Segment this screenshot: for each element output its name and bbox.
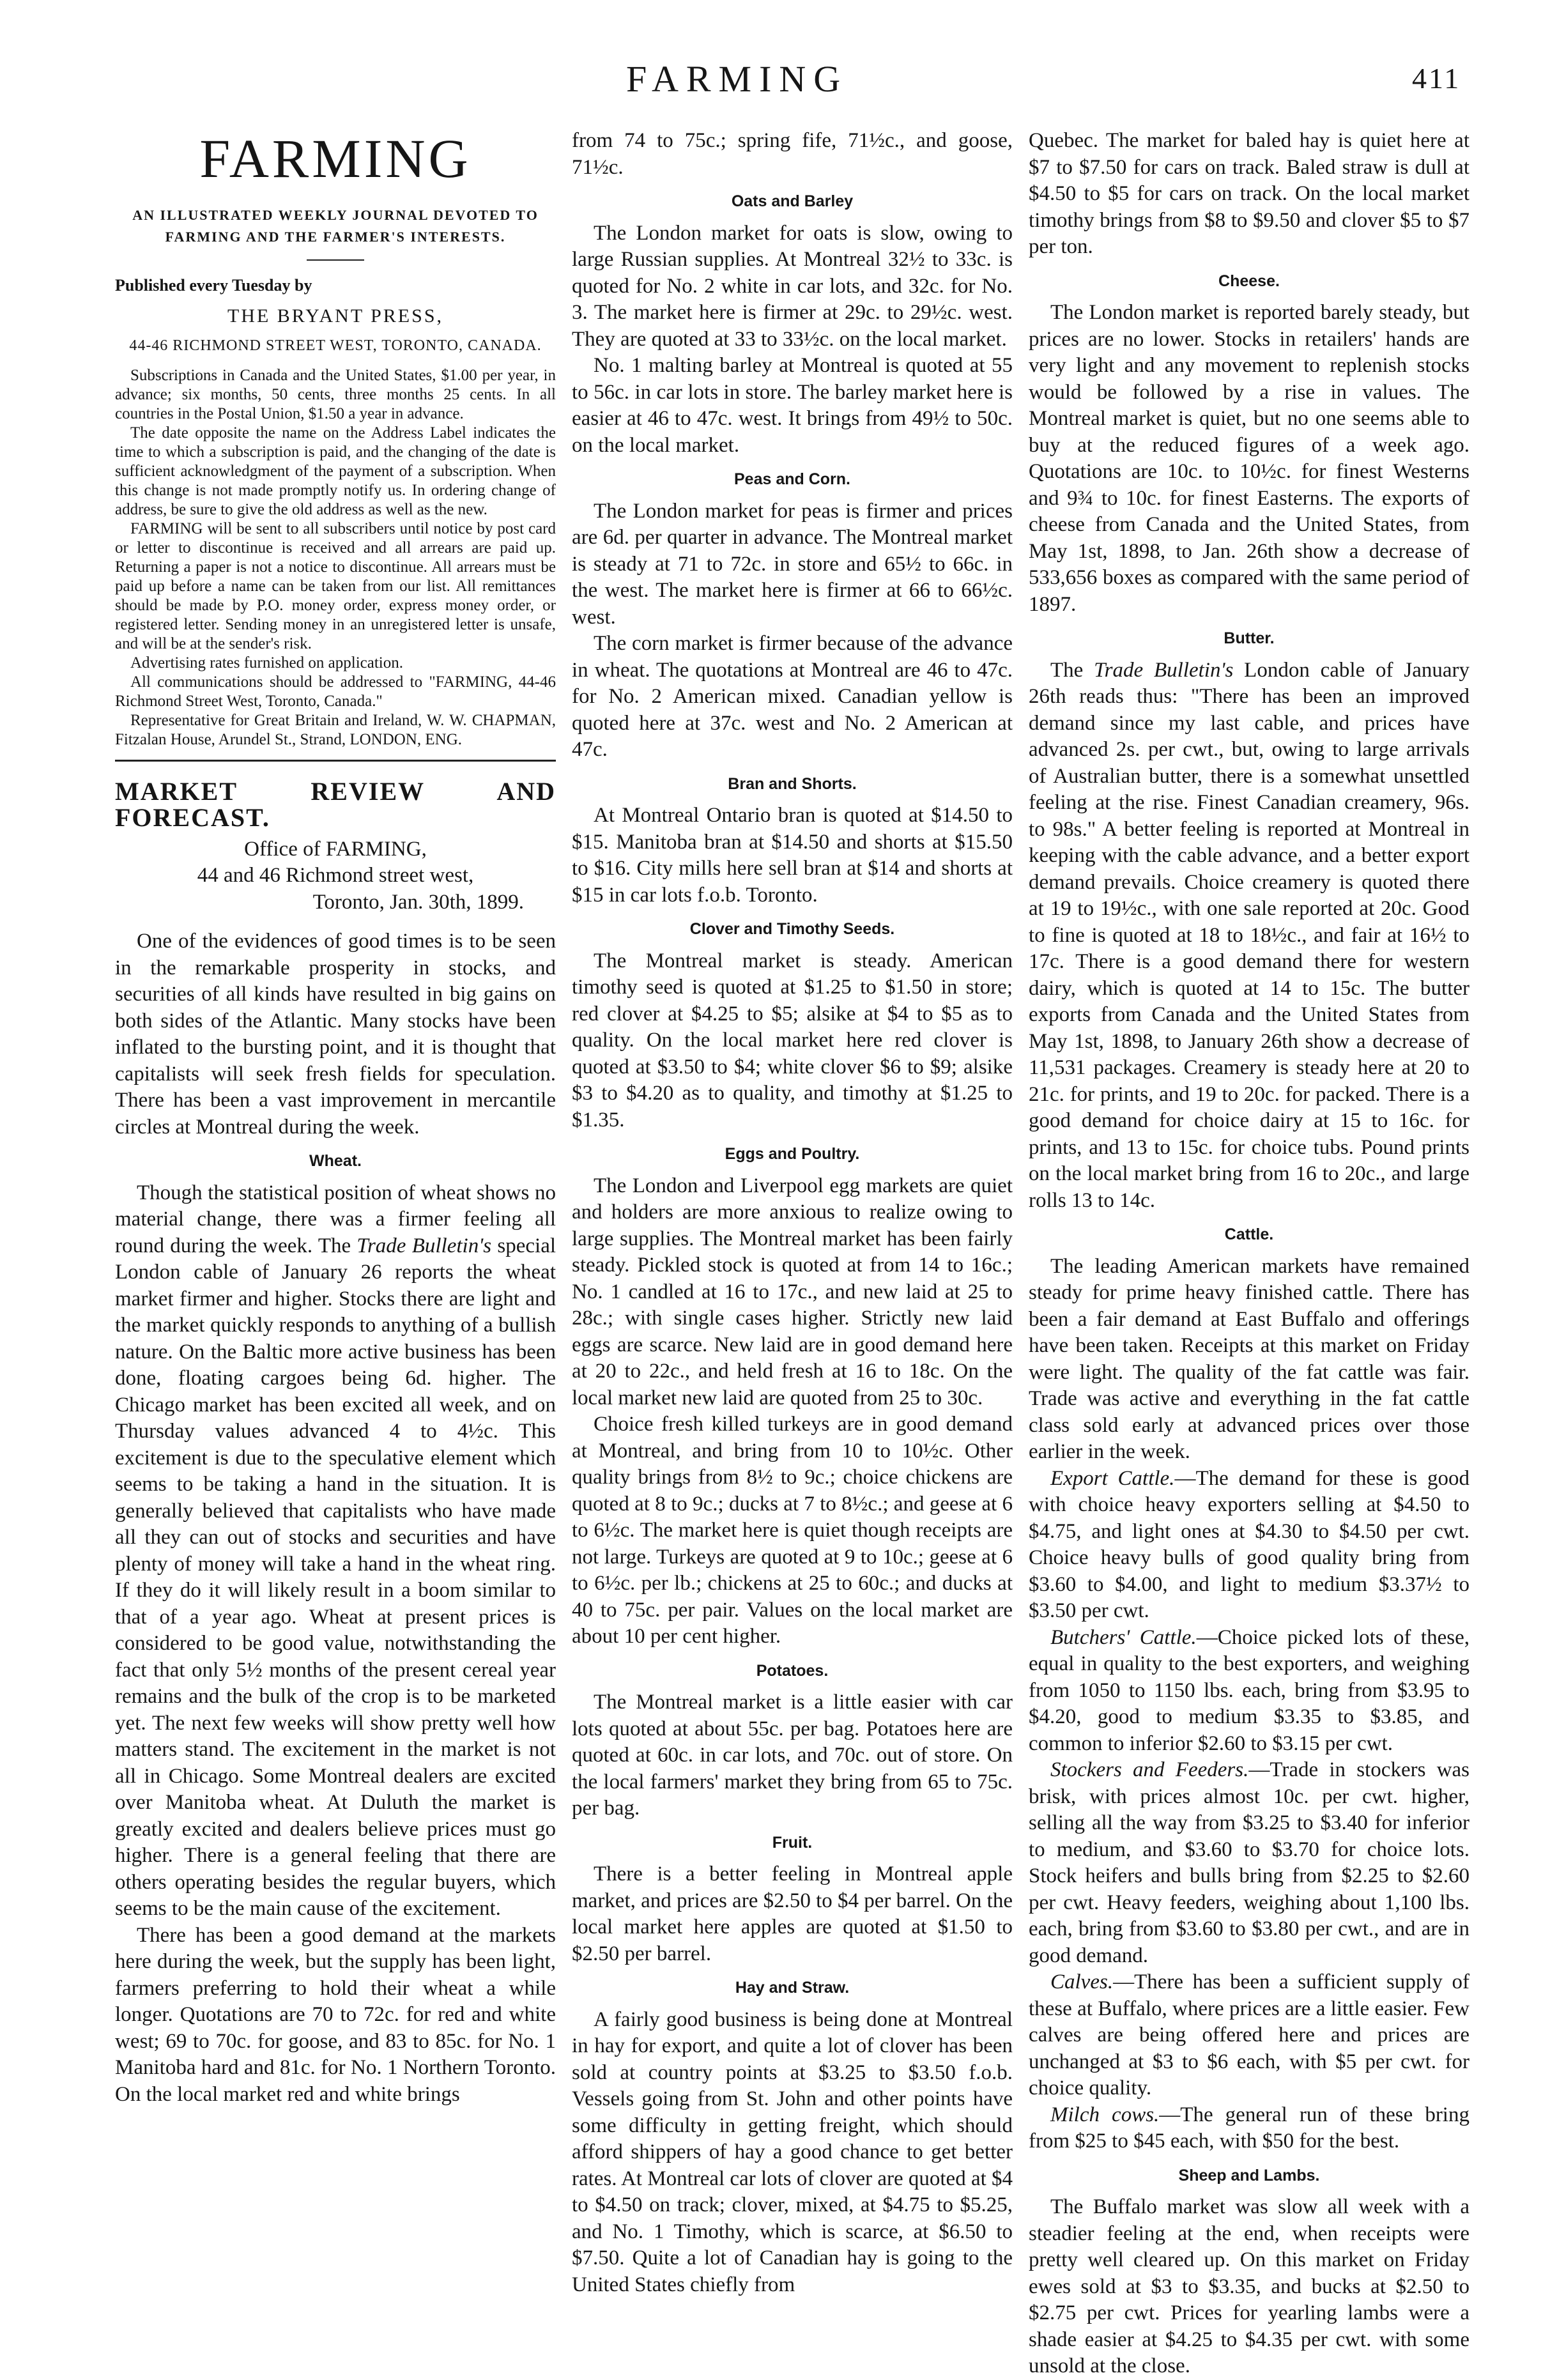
stockers-feeders-paragraph: Stockers and Feeders.—Trade in stockers was brisk, with prices almost 10c. per cwt. higher, selling all the way from $3.25 to $3.40 for inferior to medium, and $3.60 to $3.70 for choice lots. Stock heifers and bulls bring from $2.25 to $2.60 per cwt. Heavy feeders, weighing about 1,100 lbs. each, bring from $3.60 to $3.80 per cwt., and are in good demand. [1029,1758,1470,1967]
export-cattle-paragraph: Export Cattle.—The demand for these is good with choice heavy exporters selling at $4.50 to $4.75, and light ones at $4.30 to $4.50 per cwt. Choice heavy bulls of good quality bring from $3.60 to $4.00, and light to medium $3.37½ to $3.50 per cwt. [1029,1466,1470,1622]
hay-paragraph: A fairly good business is being done at Montreal in hay for export, and quite a lot of clover has been sold at country points at $3.25 to $3.50 f.o.b. Vessels going from St. John and other points have some difficulty in getting freight, which should afford shippers of hay a good chance to get better rates. At Montreal car lots of clover are quoted at $4 to $4.50 on track; clover, mixed, at $4.75 to $5.25, and No. 1 Timothy, which is scarce, at $6.50 to $7.50. Quite a lot of Canadian hay is going to the United States chiefly from [572,2008,1013,2296]
heading-peas-corn: Peas and Corn. [734,470,850,488]
cheese-paragraph: The London market is reported barely steady, but prices are no lower. Stocks in retailers' hands are very light and any movement to replenish stocks would be followed by a rise in values. The Montreal market is quiet, but no one seems able to buy at the reduced figures of a week ago. Quotations are 10c. to 10½c. for finest Westerns and 9¾ to 10c. for finest Easterns. The exports of cheese from Canada and the United States, from May 1st, 1898, to Jan. 26th show a decrease of 533,656 boxes as compared with the same period of 1897. [1029,301,1469,616]
column-1 [115,128,556,2108]
section-title: MARKET REVIEW AND FORECAST. [115,776,556,832]
hay-continued-paragraph: Quebec. The market for baled hay is quiet here at $7 to $7.50 for cars on track. Baled straw is dull at $4.50 to $5 for cars on track. On the local market timothy brings from $8 to $9.50 and clover $5 to $7 per ton. [1029,129,1469,258]
butchers-cattle-paragraph: Butchers' Cattle.—Choice picked lots of these, equal in quality to the best exporters, and weighing from 1050 to 1150 lbs. each, bring from $3.95 to $4.20, good to medium $3.35 to $3.85, and common to inferior $2.60 to $3.15 per cwt. [1029,1625,1469,1755]
short-rule [307,259,364,261]
trade-bulletin-title: Trade Bulletin's [1094,658,1234,682]
heading-butter: Butter. [1224,629,1275,647]
heading-hay-straw: Hay and Straw. [735,1979,850,1997]
oats-paragraph: The London market for oats is slow, owing to large Russian supplies. At Montreal 32½ to 33c. is quoted for No. 2 white in car lots, and 32c. for No. 3. The market here is firmer at 29c. to 29½c. west. They are quoted at 33 to 33½c. on the local market. [572,221,1013,351]
trade-bulletin-title: Trade Bulletin's [357,1234,492,1257]
section-rule [115,760,556,762]
fruit-paragraph: There is a better feeling in Montreal apple market, and prices are $2.50 to $4 per barrel. On the local market here apples are quoted at $1.50 to $2.50 per barrel. [572,1862,1013,1965]
heading-oats-barley: Oats and Barley [731,192,854,210]
peas-paragraph: The London market for peas is firmer and prices are 6d. per quarter in advance. The Montreal market is steady at 71 to 72c. in store and 65½ to 66c. in the west. The market here is firmer at 66 to 66½c. west. [572,499,1013,629]
calves-paragraph: Calves.—There has been a sufficient supply of these at Buffalo, where prices are a little easier. Few calves are being offered here and prices are unchanged at $3 to $6 each, with $5 per cwt. for choice quality. [1029,1970,1469,2100]
eggs-paragraph: The London and Liverpool egg markets are quiet and holders are more anxious to realize owing to large supplies. The Montreal market has been fairly steady. Pickled stock is quoted at from 14 to 16c.; No. 1 candled at 16 to 17c., and new laid at 25 to 28c.; with single cases higher. Strictly new laid eggs are scarce. New laid are in good demand here at 20 to 22c., and held fresh at 16 to 18c. On the local market new laid are quoted from 25 to 30c. [572,1174,1013,1409]
communications-info: All communications should be addressed to "FARMING, 44-46 Richmond Street West, Toronto, Canada." [115,673,556,710]
heading-eggs-poultry: Eggs and Poultry. [725,1145,860,1163]
potatoes-paragraph: The Montreal market is a little easier with car lots quoted at about 55c. per bag. Potatoes here are quoted at 60c. in car lots, and 70c. out of store. On the local farmers' market they bring from 65 to 75c. per bag. [572,1691,1013,1820]
cattle-paragraph: The leading American markets have remained steady for prime heavy finished cattle. There has been a fair demand at East Buffalo and offerings have been taken. Receipts at this market on Friday were light. The quality of the fat cattle was fair. Trade was active and everything in the fat cattle class sold early at advanced prices over those earlier in the week. [1029,1254,1469,1463]
clover-paragraph: The Montreal market is steady. American timothy seed is quoted at $1.25 to $1.50 in store; red clover at $4.25 to $5; alsike at $4 to $5 as to quality. On the local market here red clover is quoted at $3.50 to $4; white clover $6 to $9; alsike $3 to $4.20 as to quality, and timothy at $1.25 to $1.35. [572,949,1013,1132]
poultry-paragraph: Choice fresh killed turkeys are in good demand at Montreal, and bring from 10 to 10½c. Other quality brings from 8½ to 9c.; choice chickens are quoted at 8 to 9c.; ducks at 7 to 8½c.; and geese at 6 to 6½c. The market here is quiet though receipts are not large. Turkeys are quoted at 9 to 10c.; geese at 6 to 6½c. per lb.; chickens at 25 to 60c.; and ducks at 40 to 75c. per pair. Values on the local market are about 10 per cent higher. [572,1413,1013,1648]
office-line-2: 44 and 46 Richmond street west, [197,864,474,887]
wheat-paragraph-2: There has been a good demand at the markets here during the week, but the supply has been light, farmers preferring to hold their wheat a while longer. Quotations are 70 to 72c. for red and white west; 69 to 70c. for goose, and 83 to 85c. for No. 1 Manitoba hard and 81c. for No. 1 Northern Toronto. On the local market red and white brings [115,1923,556,2106]
page-number: 411 [1412,62,1461,95]
heading-clover-timothy: Clover and Timothy Seeds. [689,920,895,938]
column-2 [572,128,1013,2298]
publisher-name: THE BRYANT PRESS, [227,305,444,326]
corn-paragraph: The corn market is firmer because of the advance in wheat. The quotations at Montreal are 46 to 47c. for No. 2 American mixed. Canadian yellow is quoted here at 37c. west and No. 2 American at 47c. [572,632,1013,761]
dateline: Toronto, Jan. 30th, 1899. [312,890,524,914]
heading-bran-shorts: Bran and Shorts. [728,774,857,793]
discontinue-info: FARMING will be sent to all subscribers until notice by post card or letter to discontinue is received and all arrears are paid up. Returning a paper is not a notice to discontinue. All arrears must be paid up before a name can be taken from our list. All remittances should be made by P.O. money order, express money order, or registered letter. Sending money in an unregistered letter is unsafe, and will be at the sender's risk. [115,519,556,652]
representative-info: Representative for Great Britain and Ireland, W. W. CHAPMAN, Fitzalan House, Arundel St., Strand, LONDON, ENG. [115,711,556,748]
bran-paragraph: At Montreal Ontario bran is quoted at $14.50 to $15. Manitoba bran at $14.50 and shorts at $15.50 to $16. City mills here sell bran at $14 and shorts at $15 in car lots f.o.b. Toronto. [572,804,1013,907]
intro-paragraph: One of the evidences of good times is to be seen in the remarkable prosperity in stocks, and securities of all kinds have resulted in big gains on both sides of the Atlantic. Many stocks have been inflated to the bursting point, and it is thought that capitalists will seek fresh fields for speculation. There has been a vast improvement in mercantile circles at Montreal during the week. [115,930,556,1139]
running-title: FARMING [626,58,848,100]
heading-potatoes: Potatoes. [756,1661,829,1680]
masthead: FARMING [199,128,472,189]
publisher-address: 44-46 RICHMOND STREET WEST, TORONTO, CANADA. [129,337,542,354]
heading-sheep-lambs: Sheep and Lambs. [1178,2166,1320,2184]
sheep-paragraph: The Buffalo market was slow all week with a steadier feeling at the end, when receipts were pretty well cleared up. On this market on Friday ewes sold at $3 to $3.35, and bucks at $2.50 to $2.75 per cwt. Prices for yearling lambs were a shade easier at $4.25 to $4.35 per cwt. with some unsold at the close. [1029,2195,1469,2377]
continued-paragraph: from 74 to 75c.; spring fife, 71½c., and goose, 71½c. [572,129,1013,179]
subscription-info: Subscriptions in Canada and the United States, $1.00 per year, in advance; six months, 50 cents, three months 25 cents. In all countries in the Postal Union, $1.50 a year in advance. [115,366,556,422]
office-line-1: Office of FARMING, [244,837,427,861]
column-3 [1029,128,1469,2380]
tagline-line-2: FARMING AND THE FARMER'S INTERESTS. [165,229,506,245]
published-by: Published every Tuesday by [115,276,312,295]
advertising-info: Advertising rates furnished on application. [130,654,403,672]
wheat-paragraph-1: Though the statistical position of wheat shows no material change, there was a firmer feeling all round during the week. The Trade Bulletin's special London cable of January 26 reports the wheat market firmer and higher. Stocks there are light and the market quickly responds to anything of a bullish nature. On the Baltic more active business has been done, floating cargoes being 6d. higher. The Chicago market has been excited all week, and on Thursday values advanced 4 to 4½c. This excitement is due to the speculative element which seems to be taking a hand in the situation. It is generally believed that capitalists who have made all they can out of stocks and securities and have plenty of money will take a hand in the wheat ring. If they do it will likely result in a boom similar to that of a year ago. Wheat at present prices is considered to be good value, notwithstanding the fact that only 5½ months of the present cereal year remains and the bulk of the crop is to be marketed yet. The next few weeks will show pretty well how matters stand. The excitement in the market is not all in Chicago. Some Montreal dealers are excited over Manitoba wheat. At Duluth the market is greatly excited and dealers believe prices must go higher. There is a general feeling that there are others operating besides the regular buyers, which seems to be the main cause of the excitement. [115,1181,556,1920]
heading-cheese: Cheese. [1218,272,1280,290]
milch-cows-paragraph: Milch cows.—The general run of these bring from $25 to $45 each, with $50 for the best. [1029,2103,1469,2153]
heading-fruit: Fruit. [772,1833,813,1852]
heading-cattle: Cattle. [1224,1225,1274,1243]
address-label-info: The date opposite the name on the Address Label indicates the time to which a subscription is paid, and the changing of the date is sufficient acknowledgment of the payment of a subscription. When this change is not made promptly notify us. In ordering change of address, be sure to give the old address as well as the new. [115,424,556,518]
tagline-line-1: AN ILLUSTRATED WEEKLY JOURNAL DEVOTED TO [132,207,539,223]
barley-paragraph: No. 1 malting barley at Montreal is quoted at 55 to 56c. in car lots in store. The barley market here is easier at 46 to 47c. west. It brings from 49½ to 50c. on the local market. [572,354,1013,457]
heading-wheat: Wheat. [309,1152,362,1170]
butter-paragraph: The Trade Bulletin's London cable of January 26th reads thus: "There has been an improved demand since my last cable, and prices have advanced 2s. per cwt., but, owing to large arrivals of Australian butter, there is a somewhat unsettled feeling at the rise. Finest Canadian creamery, 96s. to 98s." A better feeling is reported at Montreal in keeping with the cable advance, and a better export demand prevails. Choice creamery is quoted there at 19 to 19½c., with one sale reported at 20c. Good to fine is quoted at 18 to 18½c., and fair at 16½ to 17c. There is a good demand there for western dairy, which is quoted at 14 to 15c. The butter exports from Canada and the United States from May 1st, 1898, to January 26th show a decrease of 11,531 packages. Creamery is steady here at 20 to 21c. for prints, and 19 to 20c. for packed. There is a good demand for choice dairy at 15 to 16c. for prints, and 13 to 15c. for choice tubs. Pound prints on the local market bring from 16 to 20c., and large rolls 13 to 14c. [1029,658,1469,1212]
